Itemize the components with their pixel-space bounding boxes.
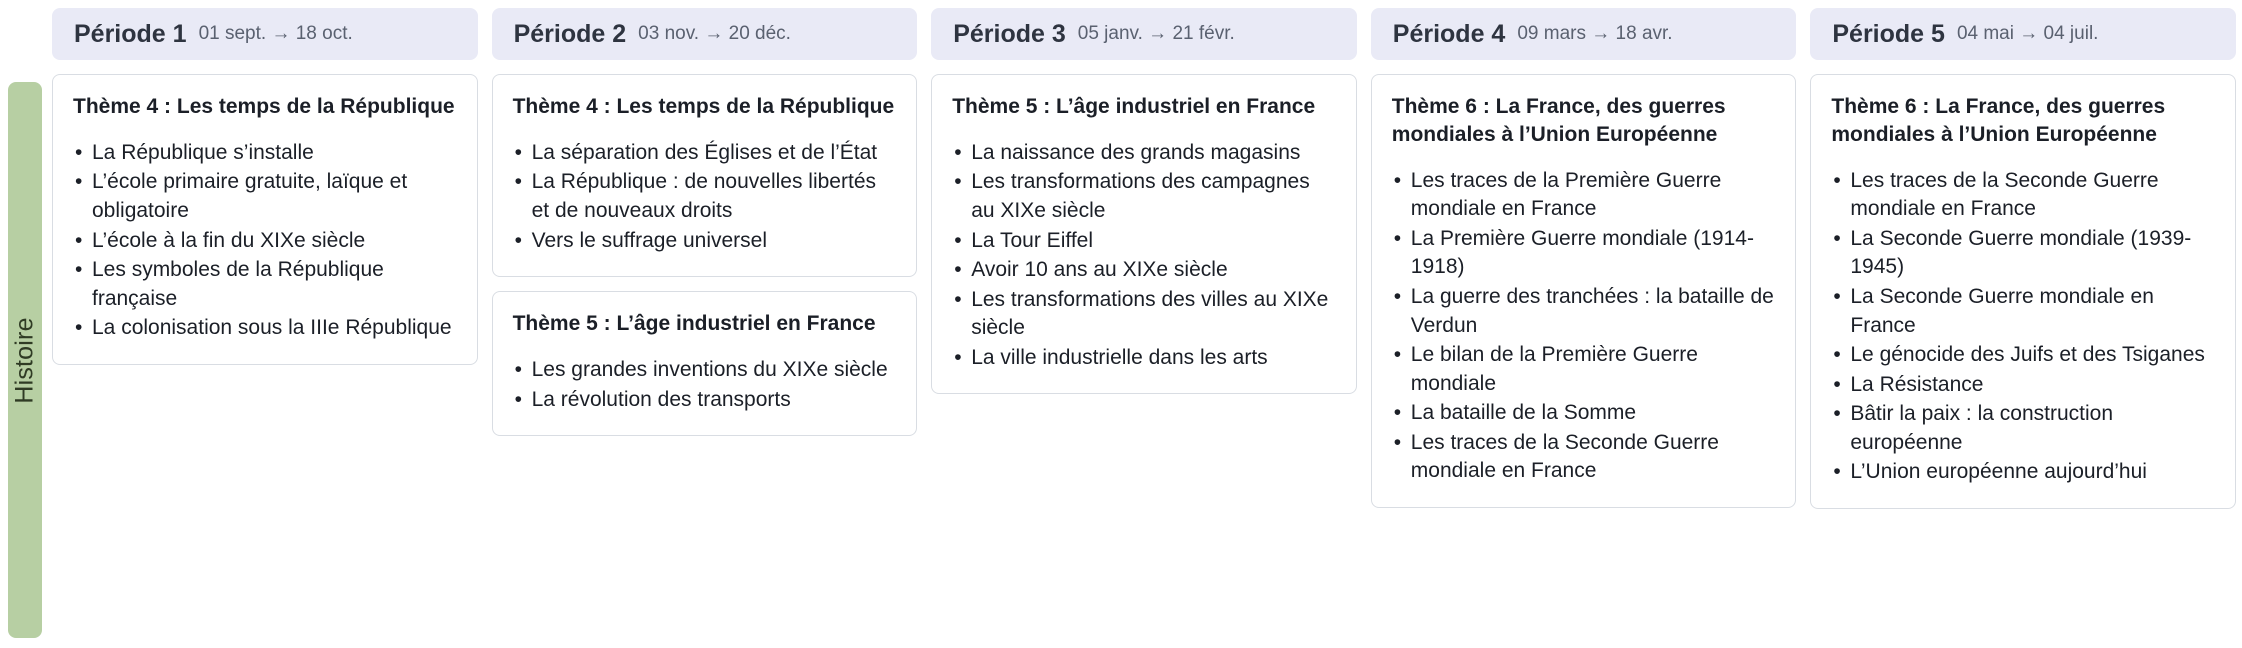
theme-topic-list: [1392, 167, 1776, 486]
list-item[interactable]: • La naissance des grands magasins: [952, 139, 1336, 168]
theme-topic-list: [513, 139, 897, 255]
list-item[interactable]: • La Résistance: [1831, 371, 2215, 400]
period-column: [52, 8, 478, 365]
period-title: Période 2: [513, 19, 627, 48]
list-item[interactable]: • L’école primaire gratuite, laïque et obligatoire: [73, 168, 457, 225]
period-title: Période 4: [1392, 19, 1506, 48]
list-item[interactable]: • Les grandes inventions du XIXe siècle: [513, 356, 897, 385]
list-item[interactable]: • La séparation des Églises et de l’État: [513, 139, 897, 168]
theme-card[interactable]: [492, 74, 918, 277]
list-item[interactable]: • La Seconde Guerre mondiale (1939-1945): [1831, 225, 2215, 282]
list-item[interactable]: • Les traces de la Seconde Guerre mondiale en France: [1392, 429, 1776, 486]
list-item[interactable]: • La colonisation sous la IIIe République: [73, 314, 457, 343]
list-item[interactable]: • La guerre des tranchées : la bataille de Verdun: [1392, 283, 1776, 340]
list-item[interactable]: • L’Union européenne aujourd’hui: [1831, 458, 2215, 487]
period-header[interactable]: [931, 8, 1357, 60]
period-date-range: 01 sept. → 18 oct.: [198, 23, 353, 44]
list-item[interactable]: • Les symboles de la République française: [73, 256, 457, 313]
theme-card[interactable]: [931, 74, 1357, 394]
period-column: [1810, 8, 2236, 509]
period-columns: [52, 8, 2236, 648]
period-column: [492, 8, 918, 436]
theme-card-title: Thème 4 : Les temps de la République: [512, 95, 895, 118]
theme-topic-list: [952, 139, 1336, 372]
list-item[interactable]: • Bâtir la paix : la construction européenne: [1831, 400, 2215, 457]
theme-topic-list: [513, 356, 897, 414]
period-column: [931, 8, 1357, 394]
theme-card[interactable]: [492, 291, 918, 436]
period-header[interactable]: [1810, 8, 2236, 60]
list-item[interactable]: • Les transformations des campagnes au XIXe siècle: [952, 168, 1336, 225]
period-title: Période 1: [74, 19, 187, 48]
period-date-range: 03 nov. → 20 déc.: [638, 23, 791, 44]
theme-card-title: Thème 6 : La France, des guerres mondiales à l’Union Européenne: [1391, 95, 1726, 146]
period-date-range: 05 janv. → 21 févr.: [1077, 23, 1235, 44]
period-header[interactable]: [52, 8, 478, 60]
period-date-range: 04 mai → 04 juil.: [1956, 23, 2099, 44]
list-item[interactable]: • La Seconde Guerre mondiale en France: [1831, 283, 2215, 340]
list-item[interactable]: • La Première Guerre mondiale (1914-1918): [1392, 225, 1776, 282]
list-item[interactable]: • La révolution des transports: [513, 386, 897, 415]
theme-topic-list: [1831, 167, 2215, 487]
theme-card-title: Thème 6 : La France, des guerres mondiales à l’Union Européenne: [1831, 95, 2166, 146]
theme-card[interactable]: [1810, 74, 2236, 509]
list-item[interactable]: • La République : de nouvelles libertés et de nouveaux droits: [513, 168, 897, 225]
list-item[interactable]: • L’école à la fin du XIXe siècle: [73, 227, 457, 256]
theme-card[interactable]: [1371, 74, 1797, 508]
theme-card-title: Thème 4 : Les temps de la République: [73, 95, 455, 118]
theme-card-title: Thème 5 : L’âge industriel en France: [512, 312, 876, 336]
list-item[interactable]: • Les traces de la Seconde Guerre mondiale en France: [1831, 167, 2215, 224]
list-item[interactable]: • Les traces de la Première Guerre mondiale en France: [1392, 167, 1776, 224]
list-item[interactable]: • La République s’installe: [73, 139, 457, 168]
list-item[interactable]: • Le bilan de la Première Guerre mondiale: [1392, 341, 1776, 398]
subject-rail-label: Histoire: [10, 316, 39, 404]
subject-rail-histoire: [8, 82, 42, 638]
list-item[interactable]: • La ville industrielle dans les arts: [952, 344, 1336, 373]
list-item[interactable]: • Avoir 10 ans au XIXe siècle: [952, 256, 1336, 285]
list-item[interactable]: • La bataille de la Somme: [1392, 399, 1776, 428]
period-title: Période 3: [953, 19, 1066, 48]
theme-card[interactable]: [52, 74, 478, 365]
list-item[interactable]: • Les transformations des villes au XIXe siècle: [952, 286, 1336, 343]
list-item[interactable]: • Le génocide des Juifs et des Tsiganes: [1831, 341, 2215, 370]
period-date-range: 09 mars → 18 avr.: [1517, 23, 1673, 44]
period-header[interactable]: [492, 8, 918, 60]
period-column: [1371, 8, 1797, 508]
list-item[interactable]: • La Tour Eiffel: [952, 227, 1336, 256]
theme-card-title: Thème 5 : L’âge industriel en France: [952, 95, 1316, 118]
list-item[interactable]: • Vers le suffrage universel: [513, 227, 897, 256]
theme-topic-list: [73, 139, 457, 343]
period-title: Période 5: [1832, 19, 1945, 48]
period-header[interactable]: [1371, 8, 1797, 60]
